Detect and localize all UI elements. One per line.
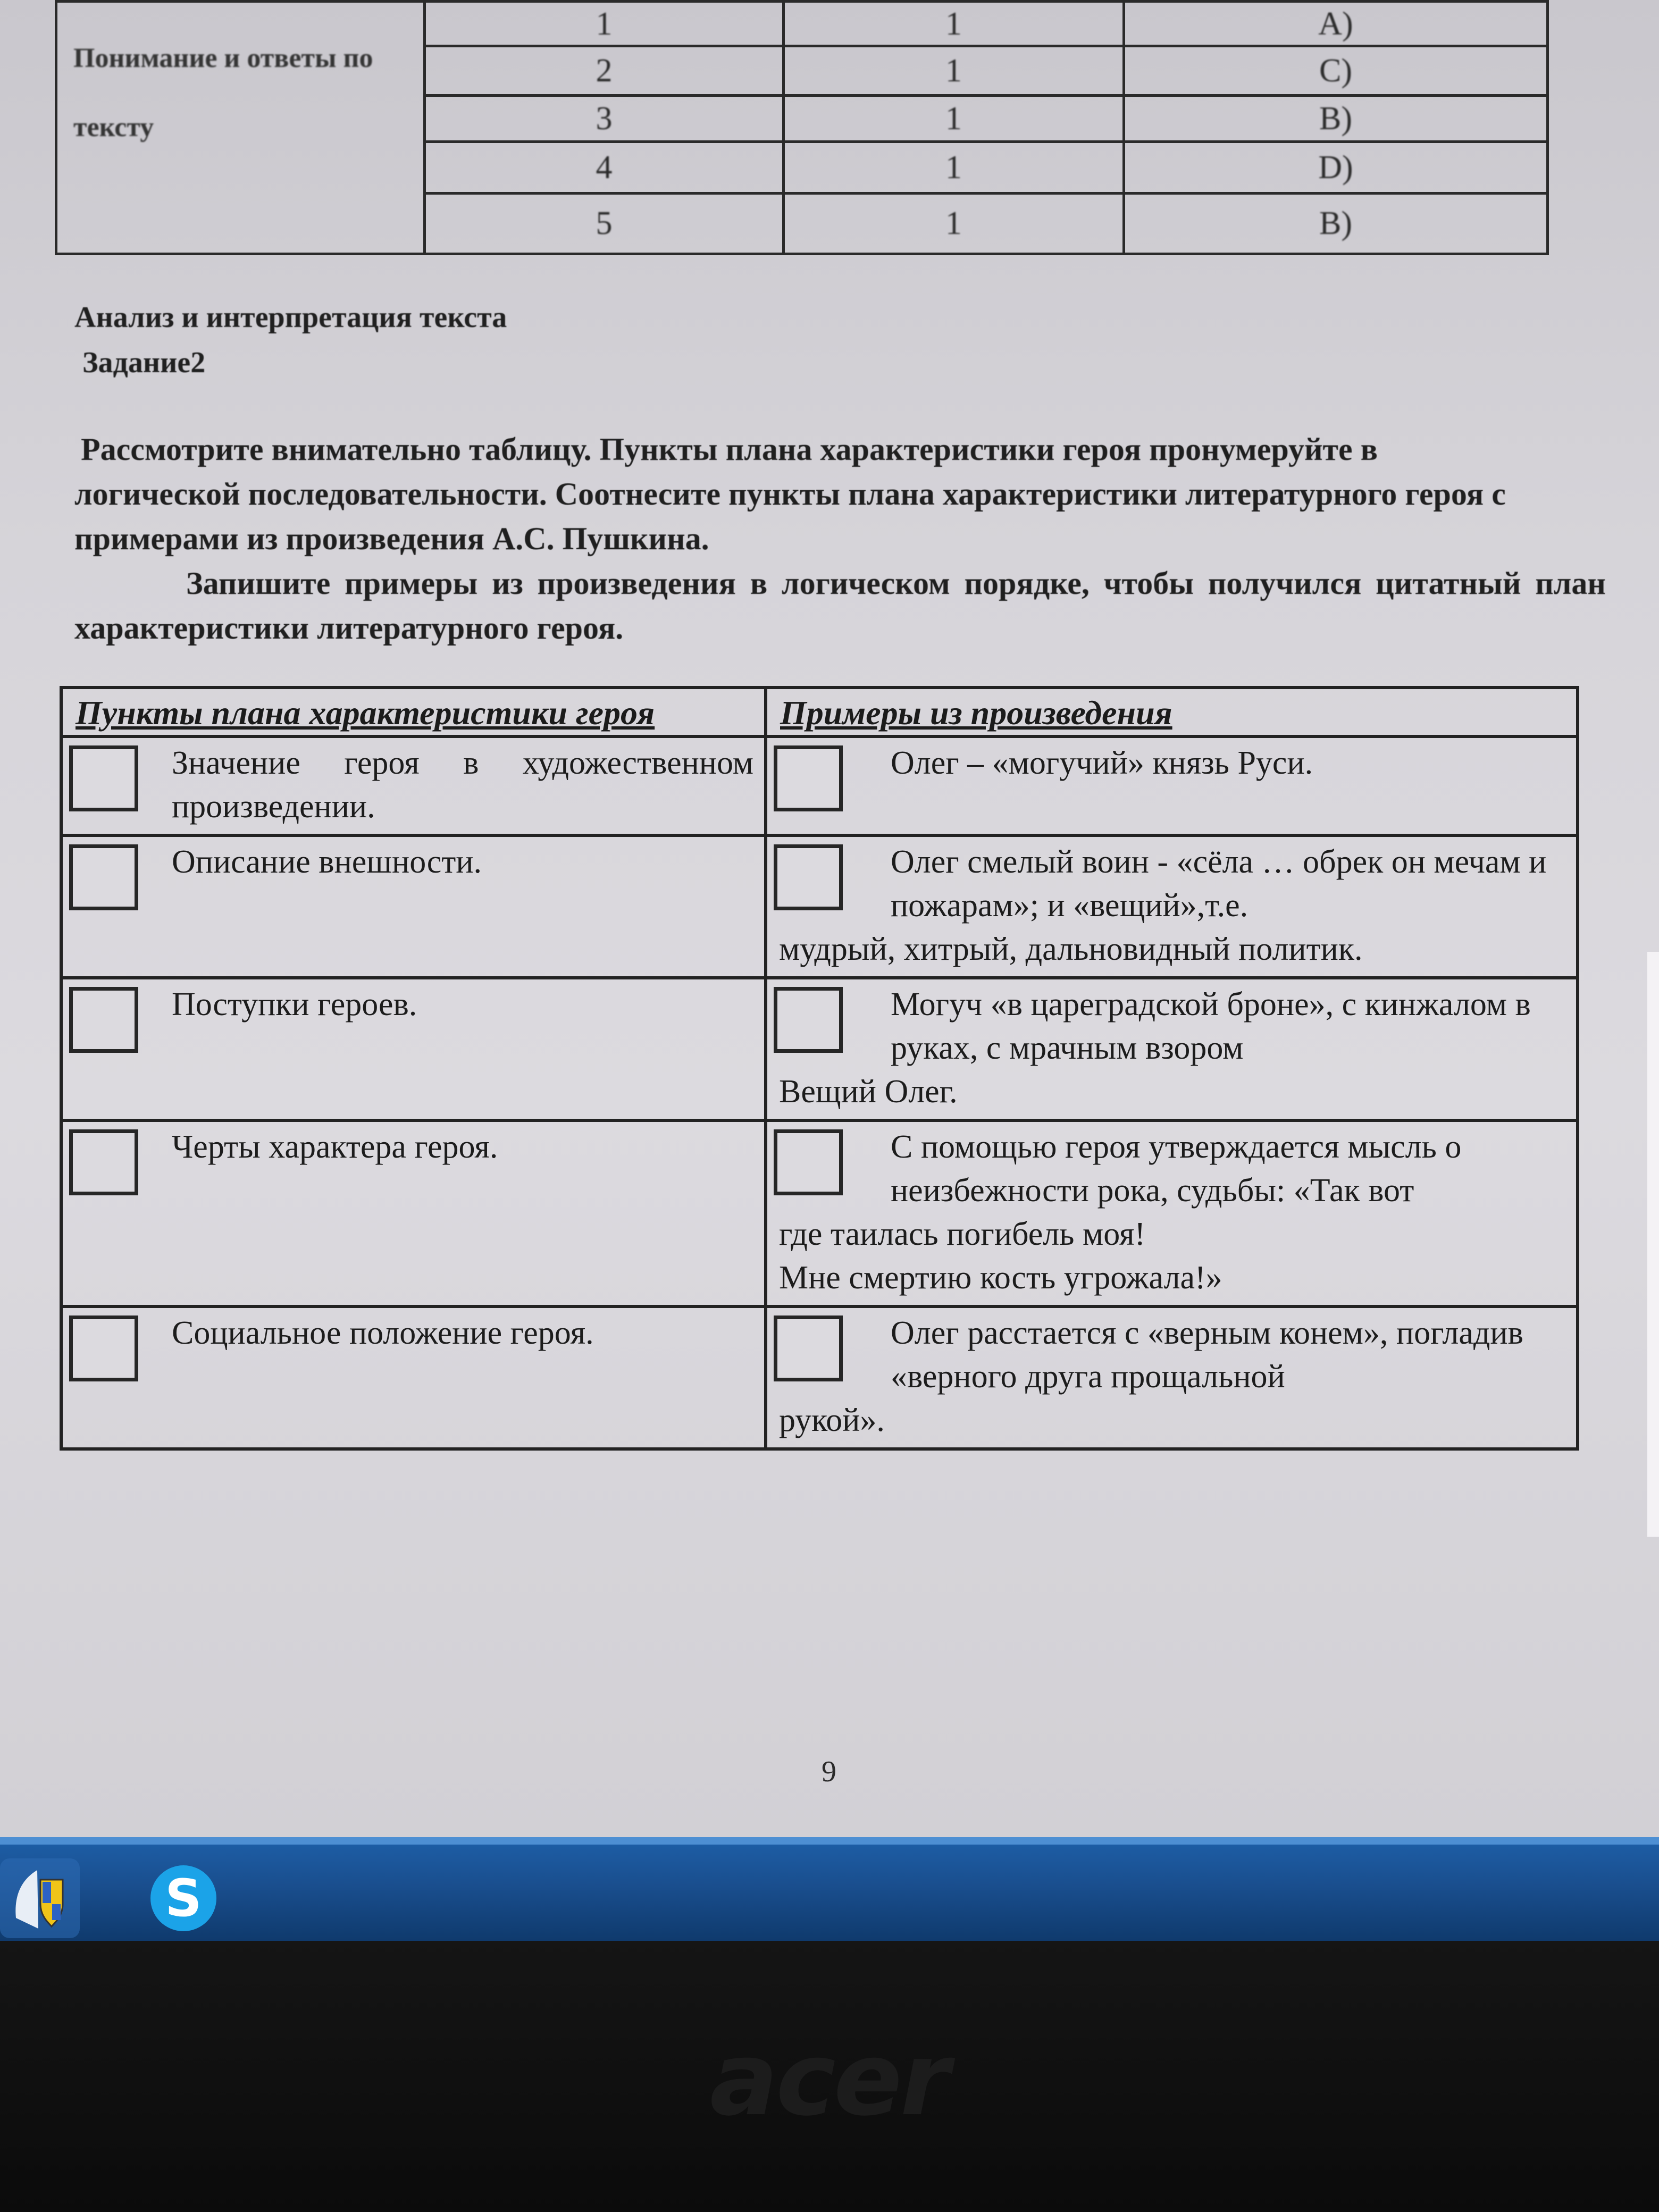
plan-cell — [61, 1120, 766, 1306]
example-text-continuation: рукой». — [779, 1402, 885, 1438]
window-edge — [1647, 952, 1659, 1537]
score-table — [55, 0, 1549, 255]
number-input-box[interactable] — [774, 1129, 843, 1195]
number-input-box[interactable] — [774, 844, 843, 910]
plan-cell — [61, 1306, 766, 1449]
score-num: 2 — [425, 46, 784, 96]
plan-item-text: Описание внешности. — [172, 844, 482, 880]
example-text-continuation: где таилась погибель моя! Мне смертию кость угрожала!» — [779, 1216, 1222, 1296]
score-answer: C) — [1124, 46, 1548, 96]
plan-cell — [61, 835, 766, 978]
example-text: Олег расстается с «верным конем», погладив «верного друга прощальной — [891, 1315, 1523, 1395]
example-cell — [766, 736, 1578, 835]
example-text: Олег смелый воин - «сёла … обрек он мечам и пожарам»; и «вещий»,т.е. — [891, 844, 1547, 924]
score-points: 1 — [784, 96, 1124, 142]
example-cell — [766, 1306, 1578, 1449]
taskbar-top-edge — [0, 1837, 1659, 1845]
example-cell — [766, 835, 1578, 978]
col-header-plan: Пункты плана характеристики героя — [61, 688, 766, 736]
plan-item-text: Черты характера героя. — [172, 1129, 498, 1165]
shield-app-icon[interactable] — [0, 1858, 80, 1938]
example-text-wrap — [767, 979, 1576, 1119]
section-heading: Анализ и интерпретация текста — [74, 301, 507, 334]
number-input-box[interactable] — [69, 1316, 138, 1381]
score-points: 1 — [784, 2, 1124, 46]
svg-text:S: S — [165, 1869, 202, 1928]
score-answer: A) — [1124, 2, 1548, 46]
score-points: 1 — [784, 141, 1124, 193]
score-answer: D) — [1124, 141, 1548, 193]
example-text: С помощью героя утверждается мысль о неизбежности рока, судьбы: «Так вот — [891, 1129, 1462, 1209]
number-input-box[interactable] — [69, 1129, 138, 1195]
page-number: 9 — [822, 1755, 836, 1788]
number-input-box[interactable] — [69, 844, 138, 910]
number-input-box[interactable] — [774, 745, 843, 811]
taskbar — [0, 1837, 1659, 1941]
example-text-wrap — [767, 1122, 1576, 1305]
score-num: 3 — [425, 96, 784, 142]
number-input-box[interactable] — [774, 1316, 843, 1381]
score-num: 4 — [425, 141, 784, 193]
section-label: Понимание и ответы по тексту — [56, 2, 425, 254]
plan-item-text: Поступки героев. — [172, 986, 417, 1023]
task-label: Задание2 — [82, 346, 206, 379]
example-text-wrap — [767, 738, 1576, 790]
example-cell — [766, 1120, 1578, 1306]
skype-icon[interactable] — [144, 1858, 223, 1938]
brand-logo: acer — [710, 2021, 948, 2138]
instruction-paragraph-2: Запишите примеры из произведения в логическом порядке, чтобы получился цитатный план характеристики литературного героя. — [74, 566, 1606, 646]
plan-item-text: Значение героя в художественном произведении. — [172, 745, 753, 825]
score-num: 5 — [425, 193, 784, 254]
example-text-wrap — [767, 837, 1576, 976]
score-num: 1 — [425, 2, 784, 46]
col-header-examples: Примеры из произведения — [766, 688, 1578, 736]
example-text: Олег – «могучий» князь Руси. — [891, 745, 1313, 781]
plan-item-text: Социальное положение героя. — [172, 1315, 594, 1351]
number-input-box[interactable] — [69, 987, 138, 1053]
example-text-wrap — [767, 1308, 1576, 1447]
score-points: 1 — [784, 46, 1124, 96]
task-table — [60, 686, 1579, 1451]
example-text: Могуч «в цареградской броне», с кинжалом в руках, с мрачным взором — [891, 986, 1531, 1066]
score-answer: B) — [1124, 96, 1548, 142]
score-points: 1 — [784, 193, 1124, 254]
plan-cell — [61, 978, 766, 1120]
score-answer: B) — [1124, 193, 1548, 254]
number-input-box[interactable] — [774, 987, 843, 1053]
example-cell — [766, 978, 1578, 1120]
instruction-paragraph-1: Рассмотрите внимательно таблицу. Пункты плана характеристики героя пронумеруйте в логической последовательности. Соотнесите пункты плана характеристики литературного героя с примерами из произведения А.С. Пушкина. — [74, 432, 1506, 556]
example-text-continuation: Вещий Олег. — [779, 1074, 958, 1110]
example-text-continuation: мудрый, хитрый, дальновидный политик. — [779, 931, 1363, 967]
plan-cell — [61, 736, 766, 835]
number-input-box[interactable] — [69, 745, 138, 811]
